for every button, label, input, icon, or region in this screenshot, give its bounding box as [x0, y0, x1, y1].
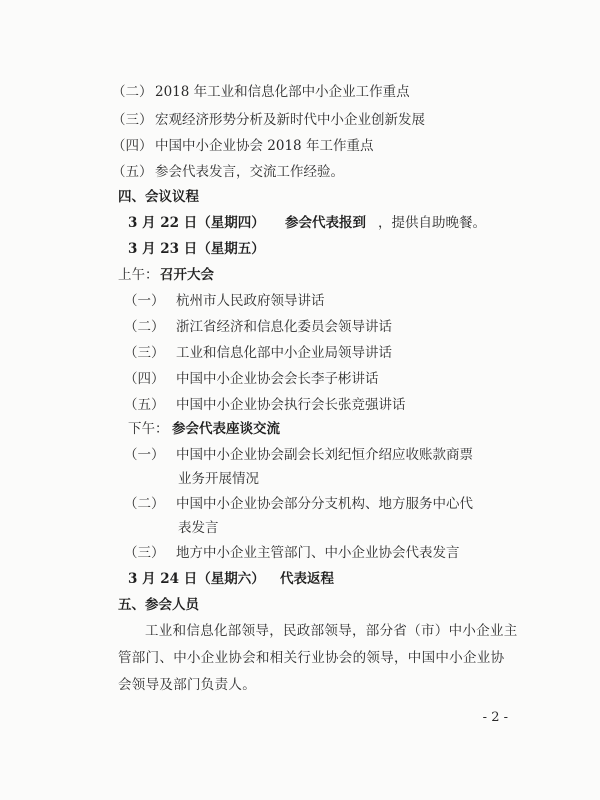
list-number: （三）	[124, 345, 165, 361]
list-text: 中国中小企业协会执行会长张竞强讲话	[176, 397, 406, 413]
list-number: （五）	[124, 397, 165, 413]
list-number: （一）	[124, 293, 165, 309]
list-text: 浙江省经济和信息化委员会领导讲话	[176, 319, 392, 335]
list-text: 中国中小企业协会部分分支机构、地方服务中心代	[176, 496, 473, 512]
list-text: 地方中小企业主管部门、中小企业协会代表发言	[176, 545, 460, 561]
day3-date: 3 月 24 日（星期六）	[128, 571, 265, 587]
list-text: 2018 年工业和信息化部中小企业工作重点	[155, 84, 410, 100]
list-number: （五）	[112, 164, 153, 180]
section-heading: 四、会议议程	[118, 189, 199, 205]
day3-text: 代表返程	[280, 571, 334, 587]
morning-title: 召开大会	[160, 267, 214, 283]
list-text: 杭州市人民政府领导讲话	[176, 293, 325, 309]
list-number: （三）	[124, 545, 165, 561]
attendees-paragraph: 工业和信息化部领导，民政部领导，部分省（市）中小企业主管部门、中小企业协会和相关行业协会的领导，中国中小企业协会领导及部门负责人。	[118, 623, 518, 693]
list-number: （三）	[112, 112, 153, 128]
afternoon-title: 参会代表座谈交流	[172, 421, 280, 437]
morning-label: 上午：	[118, 267, 159, 283]
day1-date: 3 月 22 日（星期四）	[128, 215, 265, 231]
afternoon-label: 下午：	[128, 421, 169, 437]
list-text: 中国中小企业协会副会长刘纪恒介绍应收账款商票	[176, 447, 473, 463]
list-number: （二）	[124, 496, 165, 512]
list-text: 工业和信息化部中小企业局领导讲话	[176, 345, 392, 361]
list-text: 宏观经济形势分析及新时代中小企业创新发展	[155, 112, 425, 128]
day1-bold-text: 参会代表报到	[285, 215, 366, 231]
list-number: （二）	[124, 319, 165, 335]
section-heading: 五、参会人员	[118, 597, 199, 613]
day1-rest: ，提供自助晚餐。	[378, 215, 486, 231]
day2-date: 3 月 23 日（星期五）	[128, 241, 265, 257]
list-text: 中国中小企业协会会长李子彬讲话	[176, 371, 379, 387]
list-text: 参会代表发言，交流工作经验。	[155, 164, 344, 180]
list-number: （一）	[124, 447, 165, 463]
list-text-continued: 表发言	[178, 520, 219, 536]
list-text-continued: 业务开展情况	[178, 471, 259, 487]
list-text: 中国中小企业协会 2018 年工作重点	[155, 138, 374, 154]
list-number: （二）	[112, 84, 153, 100]
page-number: - 2 -	[482, 710, 508, 725]
list-number: （四）	[112, 138, 153, 154]
list-number: （四）	[124, 371, 165, 387]
